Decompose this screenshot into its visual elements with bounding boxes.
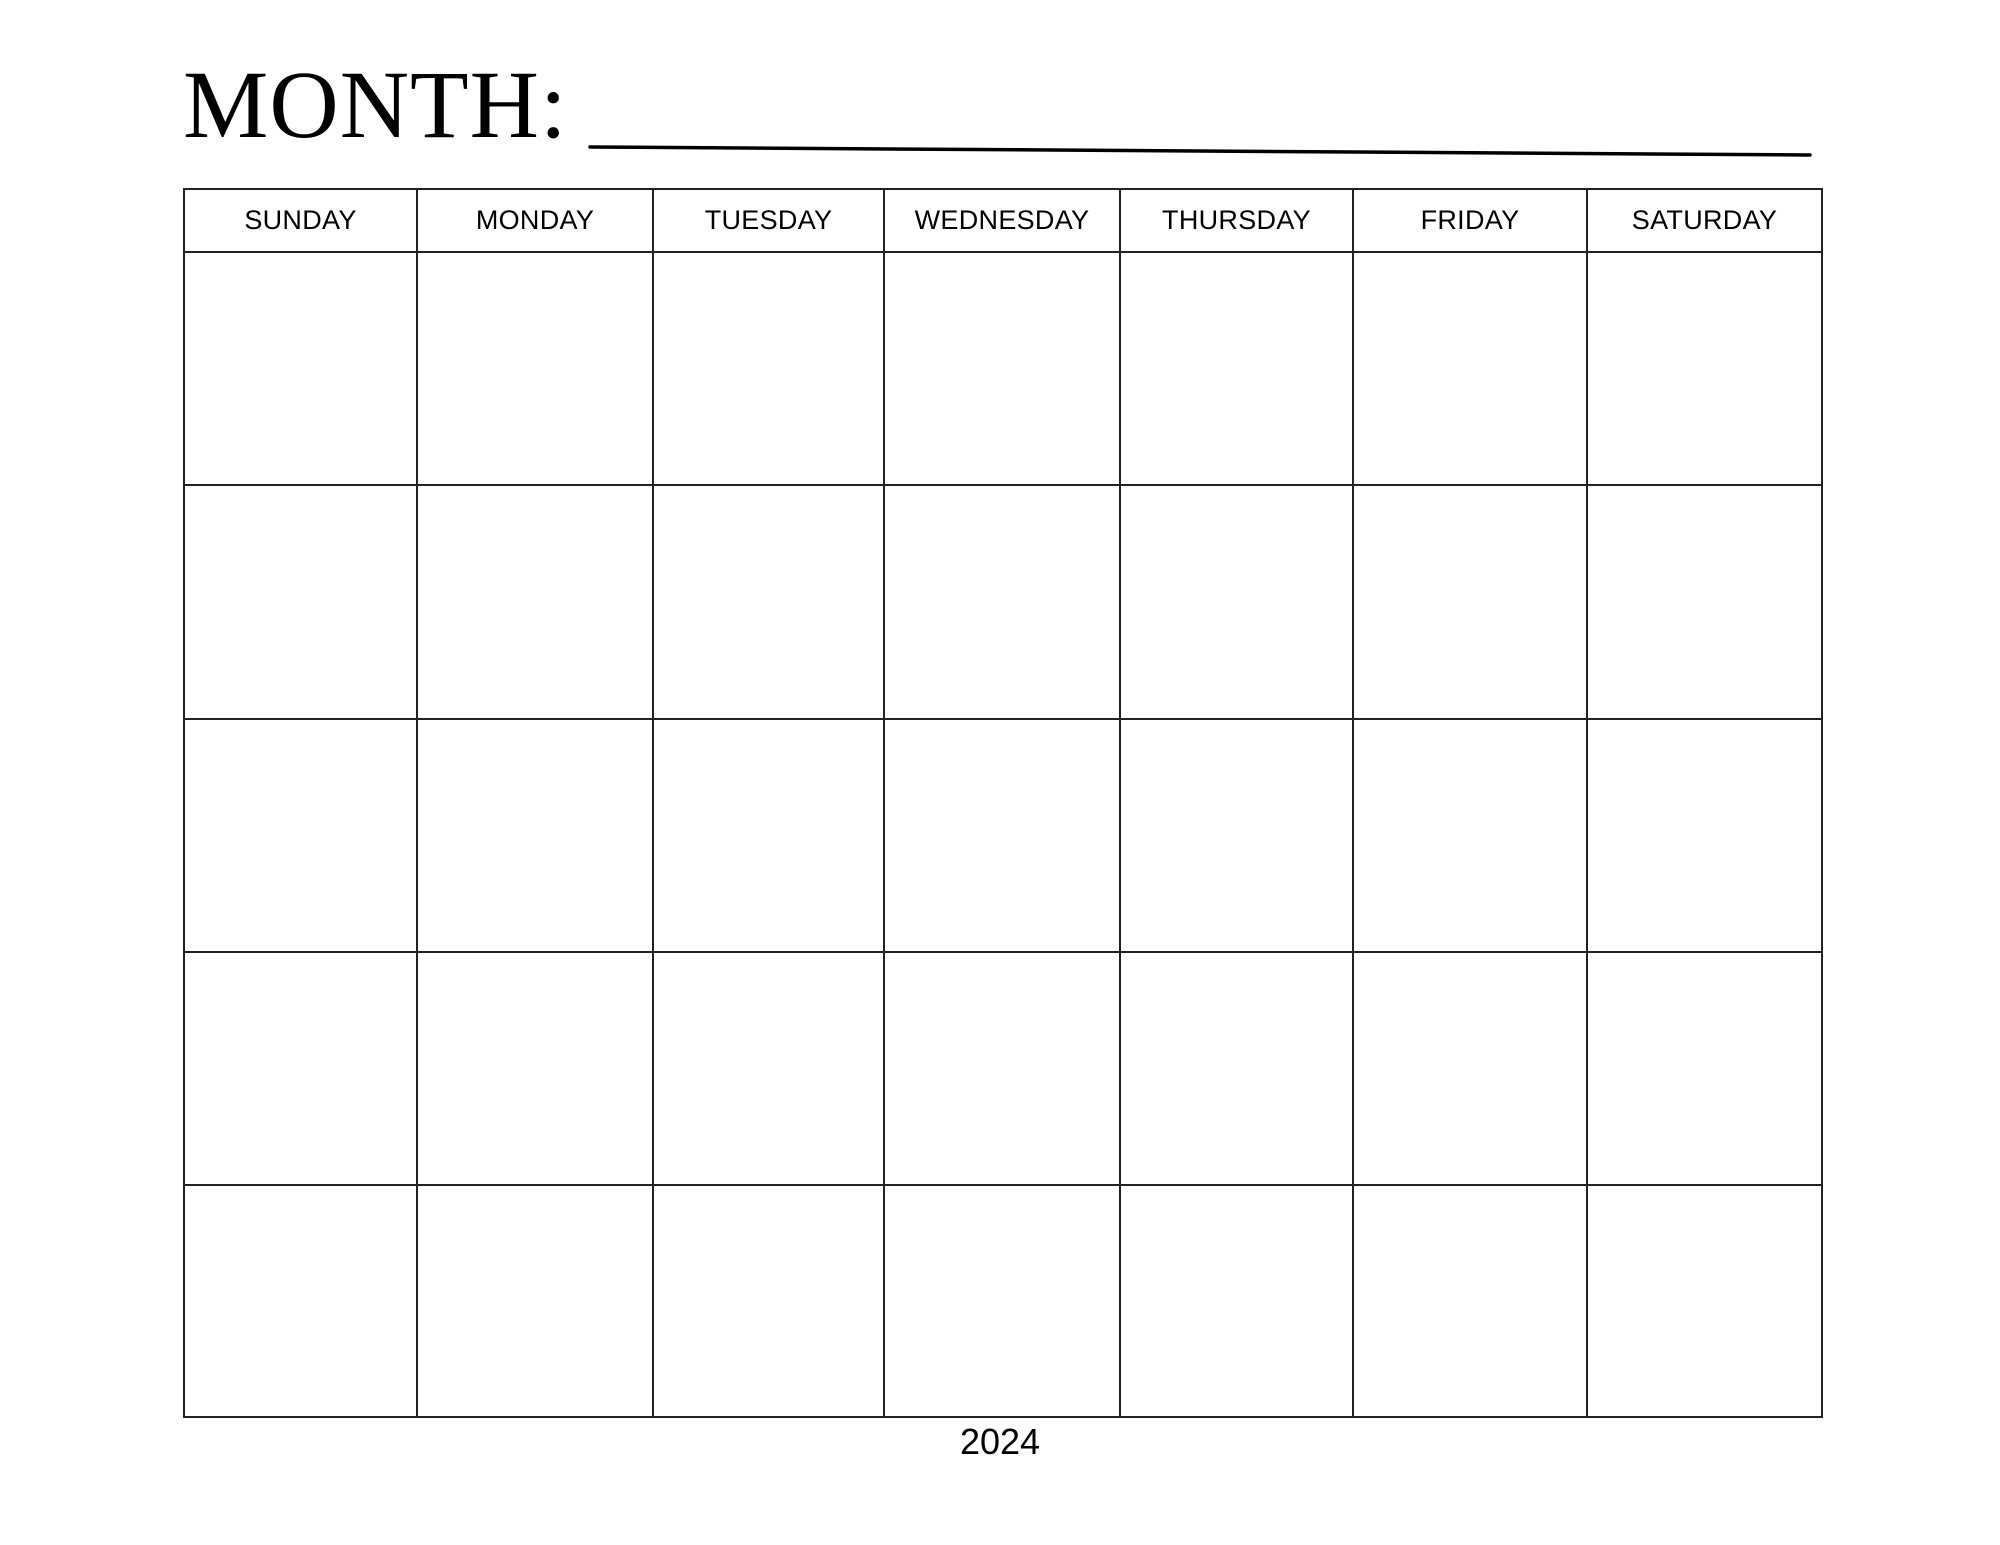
day-cell: [653, 1185, 884, 1417]
weekday-sunday: SUNDAY: [184, 189, 417, 252]
month-title: MONTH:: [183, 51, 568, 158]
day-cell: [1587, 952, 1822, 1184]
day-cell: [1353, 952, 1587, 1184]
day-cell: [1587, 252, 1822, 485]
day-cell: [417, 952, 653, 1184]
day-cell: [884, 952, 1120, 1184]
day-cell: [1353, 252, 1587, 485]
weekday-friday: FRIDAY: [1353, 189, 1587, 252]
day-cell: [653, 485, 884, 718]
day-cell: [884, 485, 1120, 718]
calendar-grid: [183, 188, 1823, 1418]
day-cell: [1120, 485, 1353, 718]
day-cell: [1120, 952, 1353, 1184]
day-cell: [884, 252, 1120, 485]
day-cell: [1353, 719, 1587, 952]
day-cell: [417, 719, 653, 952]
day-cell: [884, 719, 1120, 952]
weekday-monday: MONDAY: [417, 189, 653, 252]
day-cell: [184, 719, 417, 952]
day-cell: [417, 1185, 653, 1417]
day-cell: [653, 719, 884, 952]
weekday-thursday: THURSDAY: [1120, 189, 1353, 252]
day-cell: [1353, 485, 1587, 718]
day-cell: [1587, 1185, 1822, 1417]
day-cell: [417, 485, 653, 718]
day-cell: [184, 1185, 417, 1417]
day-cell: [1587, 485, 1822, 718]
week-row: [184, 719, 1822, 952]
week-row: [184, 1185, 1822, 1417]
day-cell: [1120, 252, 1353, 485]
weekday-wednesday: WEDNESDAY: [884, 189, 1120, 252]
day-cell: [184, 252, 417, 485]
day-cell: [417, 252, 653, 485]
week-row: [184, 952, 1822, 1184]
day-cell: [184, 485, 417, 718]
day-cell: [184, 952, 417, 1184]
day-cell: [653, 252, 884, 485]
day-cell: [1353, 1185, 1587, 1417]
weekday-tuesday: TUESDAY: [653, 189, 884, 252]
week-row: [184, 252, 1822, 485]
day-cell: [1587, 719, 1822, 952]
day-cell: [653, 952, 884, 1184]
day-cell: [1120, 719, 1353, 952]
weekday-saturday: SATURDAY: [1587, 189, 1822, 252]
weekday-header-row: [184, 189, 1822, 252]
week-row: [184, 485, 1822, 718]
year-label: 2024: [959, 1421, 1041, 1462]
day-cell: [1120, 1185, 1353, 1417]
day-cell: [884, 1185, 1120, 1417]
